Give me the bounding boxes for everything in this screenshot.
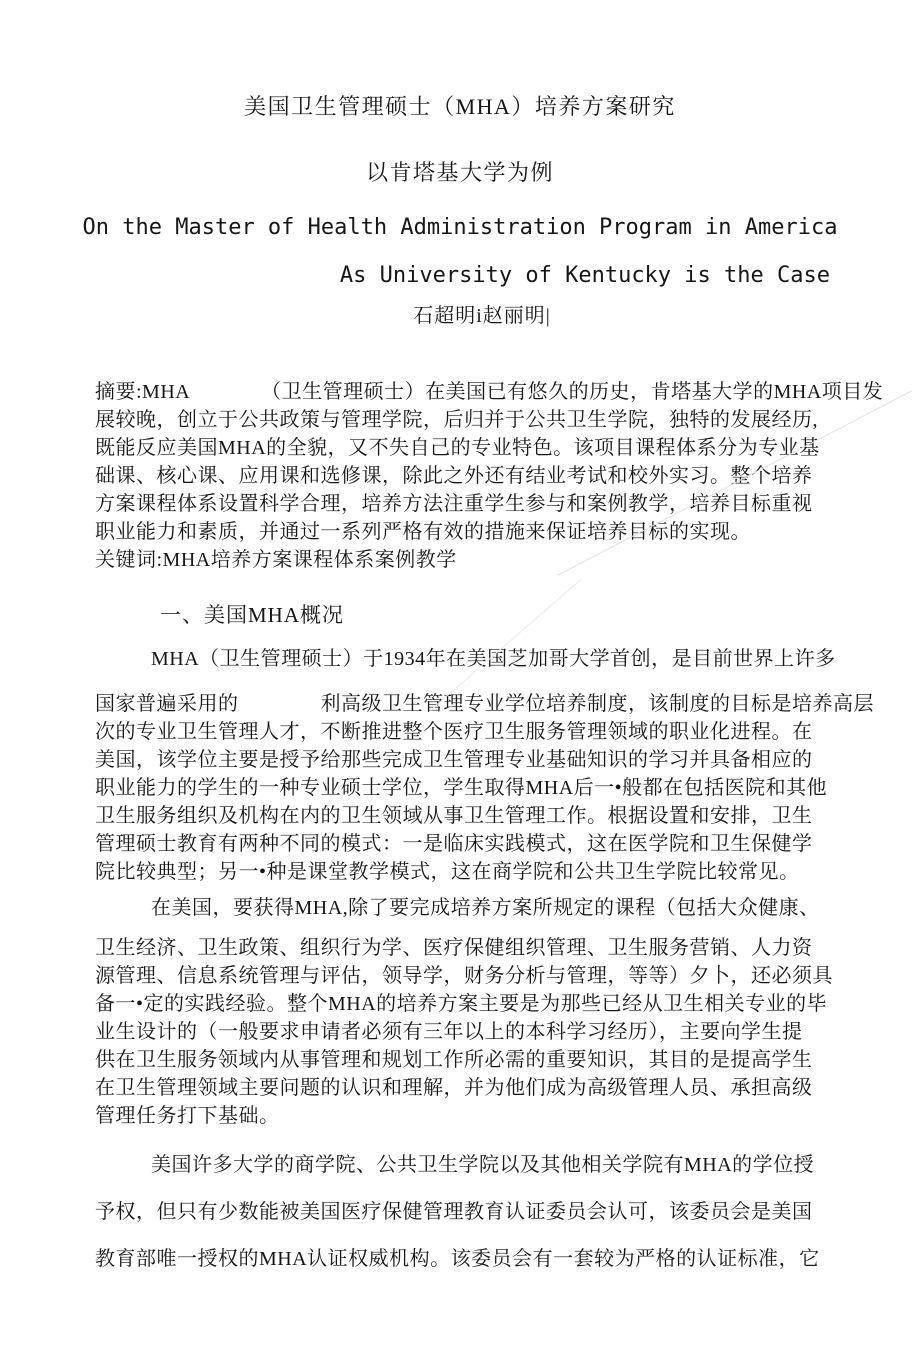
page-subtitle: 以肯塔基大学为例 (365, 160, 554, 185)
english-title-line2: As University of Kentucky is the Case (339, 263, 830, 288)
paragraph-2 (95, 894, 920, 1130)
body-line: 国家普遍采用的 利高级卫生管理专业学位培养制度，该制度的目标是培养高层 (95, 693, 874, 715)
abstract-line: 方案课程体系设置科学合理，培养方法注重学生参与和案例教学，培养目标重视 (95, 493, 813, 515)
body-line: 在美国，要获得MHA,除了要完成培养方案所规定的课程（包括大众健康、 (151, 897, 820, 919)
body-line: 予权，但只有少数能被美国医疗保健管理教育认证委员会认可，该委员会是美国 (95, 1201, 813, 1223)
body-line: 次的专业卫生管理人才，不断推进整个医疗卫生服务管理领域的职业化进程。在 (95, 721, 813, 743)
paragraph-1 (95, 645, 920, 886)
body-line: 美国许多大学的商学院、公共卫生学院以及其他相关学院有MHA的学位授 (151, 1154, 815, 1176)
body-line: 管理硕士教育有两种不同的模式：一是临床实践模式，这在医学院和卫生保健学 (95, 833, 813, 855)
body-line: 供在卫生服务领域内从事管理和规划工作所必需的重要知识，其目的是提高学生 (95, 1049, 813, 1071)
abstract-line: 展较晚，创立于公共政策与管理学院，后归并于公共卫生学院，独特的发展经历, (95, 409, 818, 431)
body-line: 备一•定的实践经验。整个MHA的培养方案主要是为那些已经从卫生相关专业的毕 (95, 993, 828, 1015)
body-line: 源管理、信息系统管理与评估，领导学，财务分析与管理，等等）夕卜，还必须具 (95, 965, 833, 987)
body-line: 卫生经济、卫生政策、组织行为学、医疗保健组织管理、卫生服务营销、人力资 (95, 937, 813, 959)
body-line: 卫生服务组织及机构在内的卫生领域从事卫生管理工作。根据设置和安排，卫生 (95, 805, 813, 827)
body-line: 管理任务打下基础。 (95, 1105, 280, 1127)
abstract-line: 础课、核心课、应用课和选修课，除此之外还有结业考试和校外实习。整个培养 (95, 465, 813, 487)
body-line: MHA（卫生管理硕士）于1934年在美国芝加哥大学首创，是目前世界上许多 (151, 648, 836, 670)
page-title: 美国卫生管理硕士（MHA）培养方案研究 (244, 94, 676, 119)
section-heading: 一、美国MHA概况 (160, 603, 345, 627)
body-line: 美国，该学位主要是授予给那些完成卫生管理专业基础知识的学习并具备相应的 (95, 749, 813, 771)
abstract-line: 摘要:MHA （卫生管理硕士）在美国已有悠久的历史，肯塔基大学的MHA项目发 (95, 381, 884, 403)
abstract-line: 既能反应美国MHA的全貌，又不失自己的专业特色。该项目课程体系分为专业基 (95, 437, 820, 459)
keywords-line: 关键词:MHA培养方案课程体系案例教学 (95, 549, 457, 571)
body-line: 教育部唯一授权的MHA认证权威机构。该委员会有一套较为严格的认证标准，它 (95, 1248, 820, 1270)
body-line: 业生设计的（一般要求申请者必须有三年以上的本科学习经历），主要向学生提 (95, 1021, 803, 1043)
body-line: 在卫生管理领域主要问题的认识和理解，并为他们成为高级管理人员、承担高级 (95, 1077, 813, 1099)
paragraph-3 (95, 1142, 920, 1283)
body-line: 职业能力的学生的一种专业硕士学位，学生取得MHA后一•般都在包括医院和其他 (95, 777, 828, 799)
abstract-line: 职业能力和素质，并通过一系列严格有效的措施来保证培养目标的实现。 (95, 521, 751, 543)
abstract-block (95, 378, 920, 574)
body-line: 院比较典型；另一•种是课堂教学模式，这在商学院和公共卫生学院比较常见。 (95, 861, 800, 883)
english-title-line1: On the Master of Health Administration Program in America (82, 215, 838, 240)
author-line: 石超明i赵丽明| (413, 305, 551, 327)
